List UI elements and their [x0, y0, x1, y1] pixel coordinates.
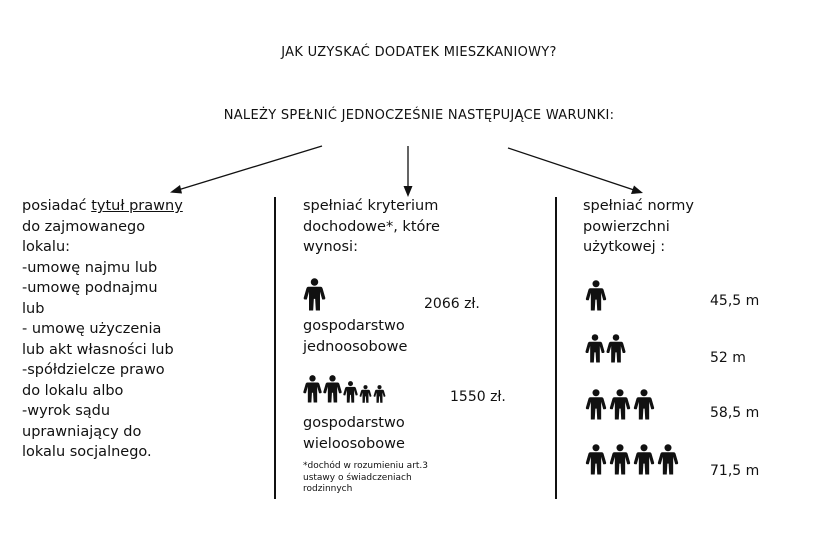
person-icon [373, 385, 386, 403]
list-item: uprawniający do [22, 423, 142, 440]
person-icon [303, 278, 326, 311]
legal-title-column [22, 196, 183, 463]
person-icon [609, 389, 631, 420]
arrow-icon [170, 146, 322, 194]
list-item: -umowę podnajmu [22, 280, 158, 296]
list-item: -wyrok sądu [22, 403, 111, 419]
person-icon [657, 444, 679, 475]
person-icon [585, 444, 607, 475]
person-icon [585, 389, 607, 420]
column-divider [274, 197, 276, 499]
area-norm-4-persons: 71,5 m [710, 463, 760, 479]
list-item: lokalu: [22, 239, 71, 255]
person-icon [606, 334, 626, 363]
column-divider [555, 197, 557, 499]
income-footnote: *dochód w rozumieniu art.3 ustawy o świadczeniach rodzinnych [303, 461, 429, 494]
legal-title-underlined: tytuł prawny [91, 198, 183, 214]
person-icon [323, 375, 342, 403]
area-norm-1-person: 45,5 m [710, 293, 760, 309]
list-item: -umowę najmu lub [22, 259, 158, 276]
person-icon [633, 389, 655, 420]
single-household-label: gospodarstwo jednoosobowe [303, 318, 408, 355]
arrow-icon [508, 148, 643, 194]
person-icon [303, 375, 322, 403]
legal-title-intro: posiadać tytuł prawny [22, 198, 183, 214]
area-norms-header: spełniać normy powierzchni użytkowej : [583, 198, 694, 255]
arrow-icon [404, 146, 413, 197]
page-subtitle: NALEŻY SPEŁNIĆ JEDNOCZEŚNIE NASTĘPUJĄCE WARUNKI: [223, 108, 615, 123]
income-criterion-header: spełniać kryterium dochodowe*, które wynosi: [303, 198, 440, 255]
single-household-amount: 2066 zł. [424, 296, 480, 312]
list-item: - umowę użyczenia [22, 321, 162, 337]
multi-household-amount: 1550 zł. [450, 389, 506, 405]
person-icon [585, 334, 605, 363]
person-icon [343, 381, 358, 403]
person-icon [633, 444, 655, 475]
list-item: do zajmowanego [22, 218, 146, 235]
person-icon [609, 444, 631, 475]
list-item: lokalu socjalnego. [22, 444, 152, 460]
list-item: lub [22, 300, 45, 317]
person-icon [359, 385, 372, 403]
multi-household-label: gospodarstwo wieloosobowe [303, 415, 405, 452]
list-item: lub akt własności lub [22, 341, 174, 358]
list-item: -spółdzielcze prawo [22, 362, 165, 378]
page-title: JAK UZYSKAĆ DODATEK MIESZKANIOWY? [281, 45, 557, 60]
area-norm-2-persons: 52 m [710, 350, 746, 366]
area-norm-3-persons: 58,5 m [710, 405, 760, 421]
person-icon [585, 280, 607, 311]
list-item: do lokalu albo [22, 382, 124, 399]
